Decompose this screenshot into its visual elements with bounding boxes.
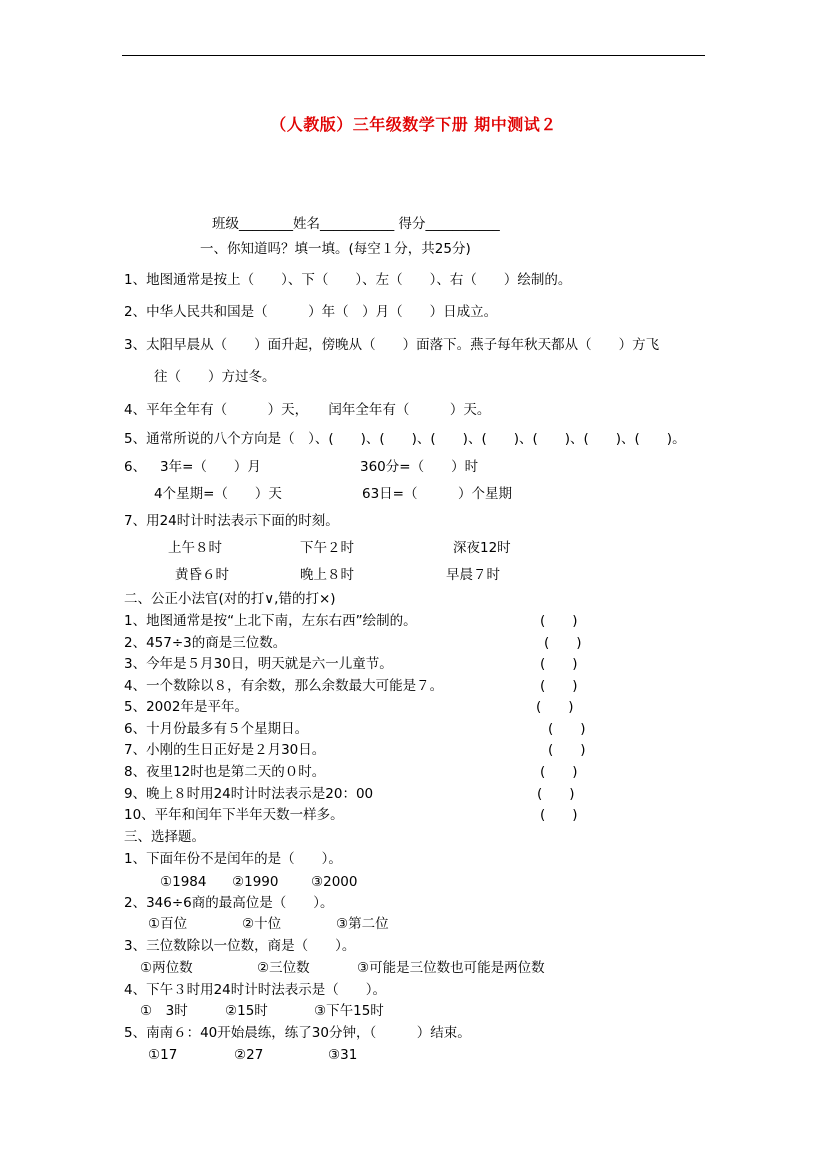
s3-q5-option: ①17 [148, 1047, 178, 1063]
s2-item-paren: ( ) [548, 742, 586, 758]
s1-question-3b: 往（ ）方过冬。 [154, 369, 276, 385]
s1-question-6b: 360分=（ ）时 [360, 459, 479, 475]
s2-item-paren: ( ) [540, 613, 578, 629]
s3-q4-option: ②15时 [225, 1003, 268, 1019]
s2-item-text: 4、一个数除以８，有余数，那么余数最大可能是７。 [124, 678, 444, 694]
s2-item-text: 6、十月份最多有５个星期日。 [124, 721, 309, 737]
s3-q3-option: ①两位数 [140, 960, 193, 976]
s1-question-6c: 4个星期=（ ）天 [154, 486, 282, 502]
s2-item-paren: ( ) [540, 656, 578, 672]
s3-question-4: 4、下午３时用24时计时法表示是（ ）。 [124, 982, 387, 998]
s3-question-3: 3、三位数除以一位数，商是（ ）。 [124, 938, 356, 954]
s3-question-1: 1、下面年份不是闰年的是（ ）。 [124, 851, 342, 867]
s2-item-text: 10、平年和闰年下半年天数一样多。 [124, 807, 344, 823]
s2-item-text: 5、2002年是平年。 [124, 699, 248, 715]
section-2-heading: 二、公正小法官(对的打∨,错的打×) [124, 591, 336, 607]
s2-item-paren: ( ) [540, 807, 578, 823]
s2-item-text: 2、457÷3的商是三位数。 [124, 635, 287, 651]
s2-item-paren: ( ) [540, 764, 578, 780]
s3-q4-option: ③下午15时 [314, 1003, 384, 1019]
s1-q7-item: 早晨７时 [446, 567, 500, 583]
s1-question-1: 1、地图通常是按上（ ）、下（ ）、左（ ）、右（ ）绘制的。 [124, 272, 572, 288]
header-rule [122, 55, 705, 56]
s3-q1-option: ①1984 [160, 874, 207, 890]
page-title: （人教版）三年级数学下册 期中测试２ [270, 115, 557, 134]
s1-q7-item: 上午８时 [168, 540, 222, 556]
s3-q2-option: ③第二位 [336, 916, 389, 932]
s3-q1-option: ②1990 [232, 874, 279, 890]
s1-q7-item: 深夜12时 [453, 540, 511, 556]
s1-question-6d: 63日=（ ）个星期 [362, 486, 512, 502]
s3-q4-option: ① 3时 [140, 1003, 188, 1019]
s2-item-text: 7、小刚的生日正好是２月30日。 [124, 742, 326, 758]
s2-item-paren: ( ) [540, 678, 578, 694]
s2-item-paren: ( ) [548, 721, 586, 737]
s3-q2-option: ②十位 [242, 916, 282, 932]
s2-item-text: 8、夜里12时也是第二天的０时。 [124, 764, 326, 780]
s3-question-2: 2、346÷6商的最高位是（ ）。 [124, 895, 334, 911]
student-info-line: 班级________姓名___________ 得分___________ [212, 216, 500, 232]
section-3-heading: 三、选择题。 [124, 829, 205, 845]
section-1-heading: 一、你知道吗？填一填。(每空１分，共25分) [200, 241, 471, 257]
s1-question-2: 2、中华人民共和国是（ ）年（ ）月（ ）日成立。 [124, 304, 498, 320]
s3-question-5: 5、南南６：40开始晨练，练了30分钟，（ ）结束。 [124, 1025, 471, 1041]
s3-q5-option: ③31 [328, 1047, 358, 1063]
s1-q7-item: 下午２时 [300, 540, 354, 556]
s1-question-5: 5、通常所说的八个方向是（ ）、( )、( )、( )、( )、( )、( )、( )。 [124, 431, 686, 447]
s3-q3-option: ③可能是三位数也可能是两位数 [357, 960, 545, 976]
s1-question-7: 7、用24时计时法表示下面的时刻。 [124, 513, 339, 529]
s1-q7-item: 晚上８时 [300, 567, 354, 583]
s2-item-paren: ( ) [537, 786, 575, 802]
s1-question-6-label: 6、 [124, 459, 147, 475]
s3-q3-option: ②三位数 [257, 960, 310, 976]
s3-q2-option: ①百位 [148, 916, 188, 932]
s1-question-4: 4、平年全年有（ ）天， 闰年全年有（ ）天。 [124, 402, 491, 418]
s3-q1-option: ③2000 [311, 874, 358, 890]
s2-item-text: 3、今年是５月30日，明天就是六一儿童节。 [124, 656, 393, 672]
s1-question-6a: 3年=（ ）月 [160, 459, 261, 475]
s1-question-3a: 3、太阳早晨从（ ）面升起，傍晚从（ ）面落下。燕子每年秋天都从（ ）方飞 [124, 337, 660, 353]
s1-q7-item: 黄昏６时 [175, 567, 229, 583]
s3-q5-option: ②27 [234, 1047, 264, 1063]
s2-item-paren: ( ) [544, 635, 582, 651]
s2-item-paren: ( ) [536, 699, 574, 715]
s2-item-text: 9、晚上８时用24时计时法表示是20：00 [124, 786, 374, 802]
s2-item-text: 1、地图通常是按“上北下南，左东右西”绘制的。 [124, 613, 417, 629]
